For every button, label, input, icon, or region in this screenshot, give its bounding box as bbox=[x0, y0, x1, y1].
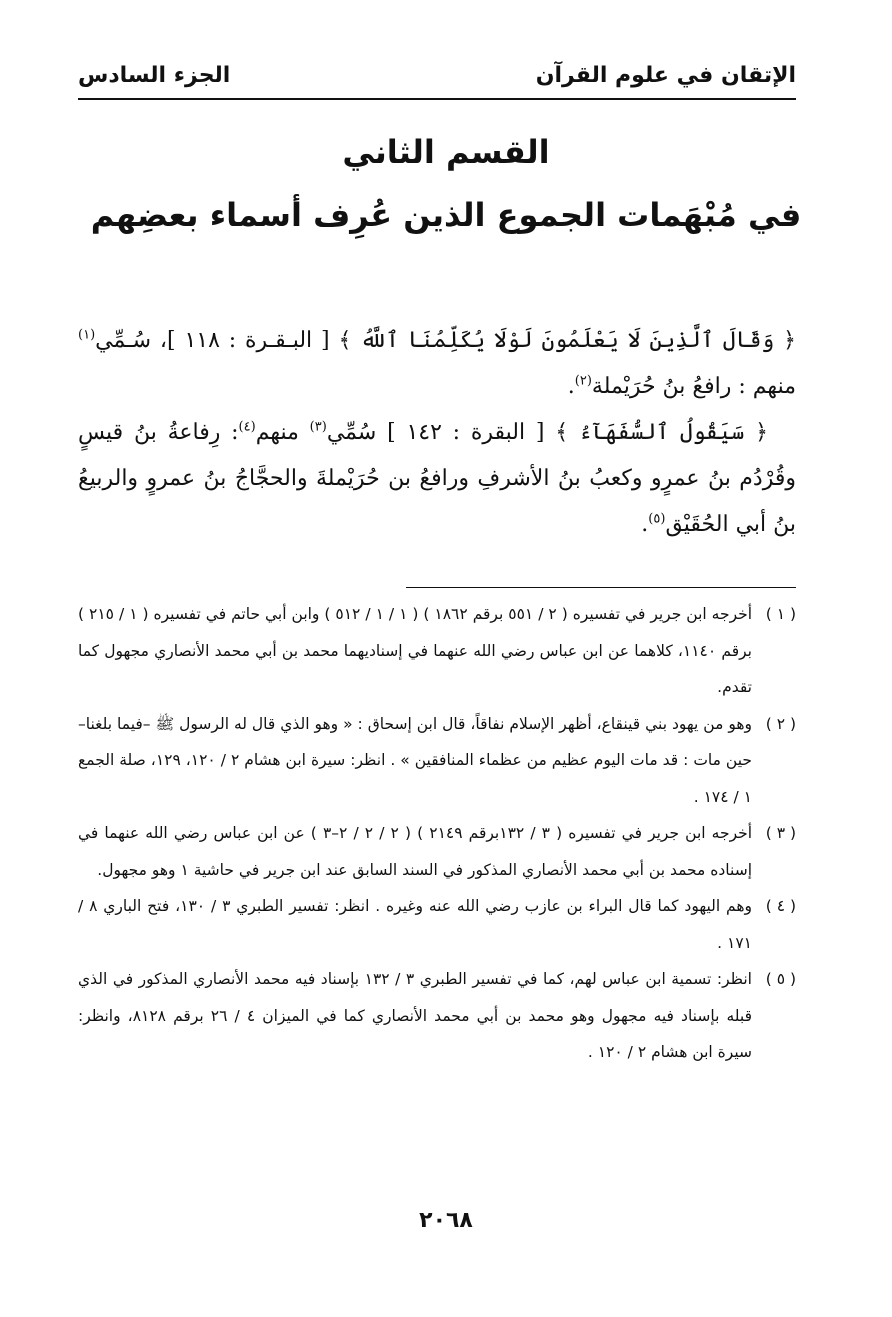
footnote-text: انظر: تسمية ابن عباس لهم، كما في تفسير الطبري ٣ / ١٣٢ بإسناد فيه محمد الأنصاري المذكور في الذي قبله بإسناد فيه مجهول وهو محمد بن أبي محمد الأنصاري كما في الميزان ٤ / ٢٦ برقم ٨١٢٨، وانظر: سيرة ابن هشام ٢ / ١٢٠ . bbox=[78, 970, 753, 1061]
header-book-title: الإتقان في علوم القرآن bbox=[535, 62, 796, 88]
footnote bbox=[78, 706, 796, 816]
footnote-divider bbox=[406, 587, 796, 588]
footnote bbox=[78, 888, 796, 961]
footnote-text: وهو من يهود بني قينقاع، أظهر الإسلام نفاقاً، قال ابن إسحاق : « وهو الذي قال له الرسول ﷺ –فيما بلغنا– حين مات : قد مات اليوم عظيم من عظماء المنافقين » . انظر: سيرة ابن هشام ٢ / ١٢٠، ١٢٩، صلة الجمع ١ / ١٧٤ . bbox=[78, 714, 752, 806]
ayah-reference: [ البـقـرة : ١١٨ ] bbox=[167, 328, 330, 353]
ayah-text: وَقَالَ ٱلَّذِينَ لَا يَعْلَمُونَ لَوْلَا يُكَلِّمُنَا ٱللَّهُ bbox=[360, 328, 775, 353]
body-text: ، سُـمِّي bbox=[95, 328, 168, 353]
footnote-number: ( ٤ ) bbox=[765, 897, 796, 915]
body-text: . bbox=[641, 512, 649, 537]
footnote-number: ( ٣ ) bbox=[765, 824, 796, 842]
ayah-close-bracket: ﴾ bbox=[338, 328, 352, 353]
paragraph-1 bbox=[78, 318, 796, 410]
ayah-text: سَيَقُولُ ٱلسُّفَهَآءُ bbox=[578, 420, 745, 445]
section-title: القسم الثاني bbox=[342, 133, 550, 171]
footnote bbox=[78, 596, 796, 706]
footnote-number: ( ٢ ) bbox=[765, 714, 796, 733]
body-text: منهم : رافعُ بنُ حُرَيْملة bbox=[591, 374, 796, 399]
footnote-text: وهم اليهود كما قال البراء بن عازب رضي الله عنه وغيره . انظر: تفسير الطبري ٣ / ١٣٠، فتح الباري ٨ / ١٧١ . bbox=[78, 897, 753, 952]
running-header bbox=[78, 52, 796, 100]
footnote-marker: (٤) bbox=[238, 419, 256, 435]
body-text: : رِفاعةُ بنُ قيسٍ وقُرْدُم بنُ عمرٍو وكعبُ بنُ الأشرفِ ورافعُ بن حُرَيْملةَ والحجَّاجُ بنُ عمروٍ والربيعُ بنُ أبي الحُقَيْق bbox=[78, 420, 796, 537]
footnote-text: أخرجه ابن جرير في تفسيره ( ٣ / ١٣٢برقم ٢١٤٩ ) ( ٢ / ٢ / ٢–٣ ) عن ابن عباس رضي الله عنهما في إسناده محمد بن أبي محمد الأنصاري المذكور في السند السابق عند ابن جرير في حاشية ١ وهو مجهول. bbox=[78, 824, 753, 879]
body-text: سُمِّي bbox=[326, 420, 377, 445]
footnote-marker: (٥) bbox=[648, 511, 666, 527]
main-text bbox=[78, 318, 796, 548]
body-text: منهم bbox=[255, 420, 299, 445]
header-volume: الجزء السادس bbox=[78, 62, 231, 88]
ayah-open-bracket: ﴿ bbox=[755, 420, 768, 445]
paragraph-2 bbox=[78, 410, 796, 548]
body-text: . bbox=[567, 374, 575, 399]
ayah-close-bracket: ﴾ bbox=[555, 420, 569, 445]
footnote bbox=[78, 961, 796, 1071]
footnote-number: ( ١ ) bbox=[765, 605, 796, 623]
footnotes bbox=[78, 596, 796, 1071]
footnote-marker: (٣) bbox=[309, 419, 327, 435]
footnote bbox=[78, 815, 796, 888]
page-number: ٢٠٦٨ bbox=[419, 1208, 473, 1233]
footnote-marker: (١) bbox=[78, 327, 96, 343]
section-subtitle: في مُبْهَمات الجموع الذين عُرِف أسماء بعضِهم bbox=[90, 196, 802, 234]
ayah-reference: [ البقرة : ١٤٢ ] bbox=[387, 420, 545, 445]
footnote-marker: (٢) bbox=[574, 373, 592, 389]
footnote-number: ( ٥ ) bbox=[765, 970, 796, 988]
ayah-open-bracket: ﴿ bbox=[783, 328, 797, 353]
footnote-text: أخرجه ابن جرير في تفسيره ( ٢ / ٥٥١ برقم ١٨٦٢ ) ( ١ / ١ / ٥١٢ ) وابن أبي حاتم في تفسيره ( ١ / ٢١٥ ) برقم ١١٤٠، كلاهما عن ابن عباس رضي الله عنهما في إسناديهما محمد بن أبي محمد الأنصاري مجهول كما تقدم. bbox=[78, 605, 753, 696]
